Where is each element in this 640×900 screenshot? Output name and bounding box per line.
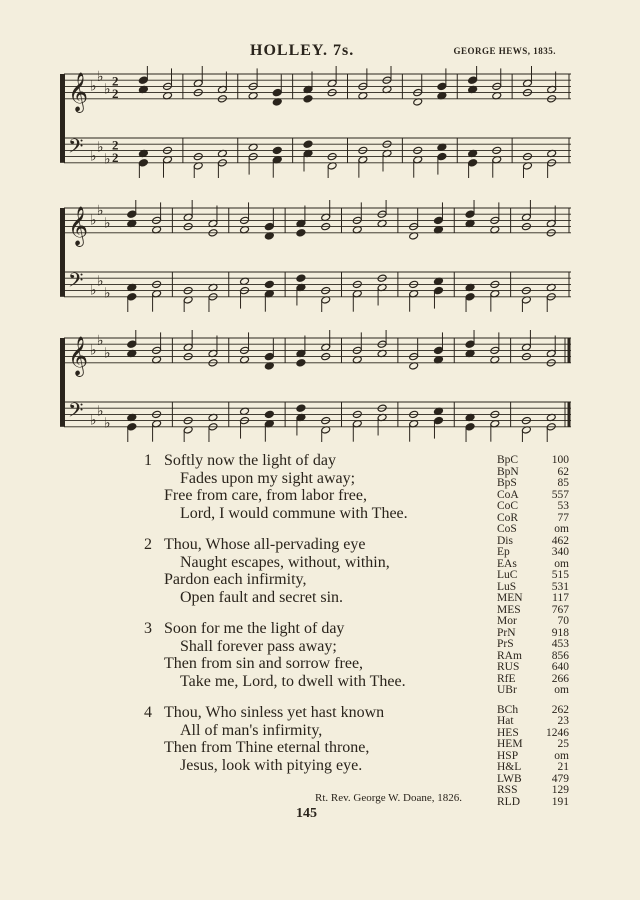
tune-ref-number: 531: [551, 580, 569, 593]
note-head: [127, 423, 137, 431]
tune-ref-code: BpC: [497, 454, 519, 466]
tune-ref-row: [497, 685, 569, 697]
tune-ref-code: Mor: [497, 615, 517, 627]
treble-clef: 𝄞: [68, 205, 89, 246]
flat-sign: ♭: [97, 139, 104, 156]
note-head: [434, 216, 444, 224]
note-head: [296, 274, 306, 282]
verse-text: Lord, I would commune with Thee.: [180, 504, 408, 522]
note-head: [437, 82, 447, 90]
tune-ref-row: [497, 785, 569, 797]
note-head: [468, 159, 478, 167]
tune-ref-row: [497, 570, 569, 582]
tune-ref-number: 266: [551, 672, 569, 685]
tune-ref-code: CoA: [497, 488, 519, 501]
tune-ref-number: 557: [551, 488, 569, 501]
tune-ref-number: 85: [557, 477, 569, 489]
verse-line: [140, 655, 480, 673]
verse-line: [140, 452, 480, 470]
tune-ref-code: LuC: [497, 569, 518, 581]
tune-ref-number: 53: [557, 500, 569, 512]
tune-ref-row: [497, 455, 569, 467]
author-credit: Rt. Rev. George W. Doane, 1826.: [315, 792, 462, 804]
verse-line: [140, 739, 480, 757]
tune-ref-code: RAm: [497, 649, 522, 662]
tune-ref-code: BpS: [497, 477, 517, 489]
tune-ref-code: CoR: [497, 511, 519, 524]
tune-ref-code: MES: [497, 603, 521, 616]
verse-text: Then from Thine eternal throne,: [164, 739, 370, 756]
tune-ref-row: [497, 716, 569, 728]
verse-text: Softly now the light of day: [164, 452, 336, 469]
music-system-1: [60, 66, 575, 178]
tune-ref-number: 21: [557, 761, 569, 773]
tune-ref-number: 453: [551, 638, 569, 650]
tune-refs-group-a: [497, 455, 569, 697]
flat-sign: ♭: [90, 282, 97, 299]
verse-line: [140, 620, 480, 638]
verse-line: [140, 571, 480, 589]
verse-number: 3: [144, 620, 152, 637]
system-bracket: [60, 338, 65, 427]
verse-text: Then from sin and sorrow free,: [164, 655, 364, 672]
tune-ref-code: PrN: [497, 626, 516, 639]
verse-1: [140, 452, 480, 522]
flat-sign: ♭: [97, 203, 104, 220]
verse-3: [140, 620, 480, 690]
tune-ref-number: 191: [551, 795, 569, 808]
time-signature-digit: 2: [112, 137, 119, 153]
tune-ref-number: 462: [551, 534, 569, 547]
tune-ref-number: 1246: [546, 726, 569, 739]
tune-ref-code: RfE: [497, 672, 516, 685]
tune-ref-code: CoS: [497, 523, 517, 535]
tune-ref-number: 767: [551, 603, 569, 616]
time-signature-digit: 2: [112, 73, 119, 89]
tune-ref-code: BpN: [497, 465, 519, 478]
flat-sign: ♭: [90, 212, 97, 229]
verse-number: 4: [144, 704, 152, 721]
flat-sign: ♭: [90, 78, 97, 95]
tune-reference-list: [497, 455, 569, 808]
tune-ref-code: Hat: [497, 715, 514, 727]
verse-text: Free from care, from labor free,: [164, 487, 367, 504]
tune-ref-row: [497, 639, 569, 651]
tune-ref-code: LWB: [497, 772, 522, 785]
tune-ref-row: [497, 478, 569, 490]
verse-text: Take me, Lord, to dwell with Thee.: [180, 672, 406, 690]
tune-ref-number: 62: [557, 465, 569, 478]
hymn-title: HOLLEY. 7s.: [250, 42, 355, 59]
tune-ref-code: EAs: [497, 557, 517, 570]
flat-sign: ♭: [104, 345, 111, 362]
flat-sign: ♭: [97, 69, 104, 86]
music-notation: [60, 200, 575, 312]
note-head: [434, 286, 444, 294]
tune-ref-row: [497, 616, 569, 628]
tune-ref-number: 515: [551, 569, 569, 581]
flat-sign: ♭: [104, 215, 111, 232]
tune-ref-row: [497, 547, 569, 559]
note-head: [465, 210, 475, 218]
tune-ref-code: HES: [497, 726, 519, 739]
treble-clef: 𝄞: [68, 335, 89, 376]
verse-text: Open fault and secret sin.: [180, 588, 344, 606]
tune-ref-row: [497, 501, 569, 513]
note-head: [465, 423, 475, 431]
hymn-header: [0, 42, 640, 62]
verse-line: [140, 589, 480, 607]
tune-ref-code: RSS: [497, 784, 518, 796]
tune-ref-code: MEN: [497, 592, 523, 604]
hymn-verses: [140, 452, 480, 788]
system-bracket: [60, 74, 65, 163]
tune-ref-number: 100: [551, 454, 569, 466]
tune-ref-code: PrS: [497, 638, 514, 650]
tune-ref-row: [497, 797, 569, 809]
verse-line: [140, 638, 480, 656]
note-head: [264, 410, 274, 418]
note-head: [465, 340, 475, 348]
note-head: [127, 210, 137, 218]
tune-ref-code: Dis: [497, 534, 513, 547]
time-signature-digit: 2: [112, 149, 119, 165]
verse-text: All of man's infirmity,: [180, 721, 323, 739]
tune-ref-number: 262: [551, 703, 569, 716]
verse-4: [140, 704, 480, 774]
note-head: [437, 152, 447, 160]
flat-sign: ♭: [97, 333, 104, 350]
tune-ref-code: CoC: [497, 500, 519, 512]
system-bracket: [60, 208, 65, 297]
tune-ref-number: 77: [557, 511, 569, 524]
verse-text: Shall forever pass away;: [180, 637, 337, 655]
note-head: [434, 346, 444, 354]
flat-sign: ♭: [97, 403, 104, 420]
music-notation: [60, 66, 575, 178]
tune-ref-number: 479: [551, 772, 569, 785]
page-number: 145: [296, 806, 317, 821]
verse-text: Jesus, look with pitying eye.: [180, 756, 363, 774]
tune-ref-code: Ep: [497, 546, 510, 558]
tune-ref-number: 117: [552, 592, 569, 604]
tune-ref-number: 640: [551, 661, 569, 673]
note-head: [272, 146, 282, 154]
tune-ref-number: 340: [551, 546, 569, 558]
tune-ref-code: H&L: [497, 761, 522, 773]
tune-ref-code: HSP: [497, 749, 519, 762]
note-head: [264, 222, 274, 230]
verse-line: [140, 554, 480, 572]
verse-line: [140, 722, 480, 740]
flat-sign: ♭: [90, 148, 97, 165]
note-head: [272, 88, 282, 96]
tune-ref-number: 856: [551, 649, 569, 662]
flat-sign: ♭: [97, 273, 104, 290]
note-head: [303, 95, 313, 103]
verse-line: [140, 536, 480, 554]
verse-text: Fades upon my sight away;: [180, 469, 356, 487]
verse-number: 1: [144, 452, 152, 469]
tune-ref-code: BCh: [497, 703, 519, 716]
tune-ref-number: om: [554, 749, 569, 762]
bass-clef: 𝄢: [68, 398, 84, 427]
note-head: [465, 293, 475, 301]
tune-ref-number: 129: [551, 784, 569, 796]
tune-ref-code: LuS: [497, 580, 517, 593]
tune-ref-code: UBr: [497, 684, 517, 696]
tune-ref-number: 23: [557, 715, 569, 727]
bass-clef: 𝄢: [68, 134, 84, 163]
note-head: [127, 340, 137, 348]
verse-text: Naught escapes, without, within,: [180, 553, 390, 571]
verse-text: Thou, Whose all-pervading eye: [164, 536, 366, 553]
note-head: [303, 140, 313, 148]
tune-ref-code: RLD: [497, 795, 520, 808]
music-system-2: [60, 200, 575, 312]
note-head: [138, 159, 148, 167]
flat-sign: ♭: [104, 151, 111, 168]
verse-text: Thou, Who sinless yet hast known: [164, 704, 385, 721]
tune-ref-number: om: [554, 523, 569, 535]
flat-sign: ♭: [104, 285, 111, 302]
tune-refs-group-b: [497, 705, 569, 809]
note-head: [296, 404, 306, 412]
flat-sign: ♭: [90, 412, 97, 429]
tune-ref-number: 70: [557, 615, 569, 627]
verse-line: [140, 505, 480, 523]
note-head: [127, 293, 137, 301]
tune-ref-code: RUS: [497, 661, 520, 673]
note-head: [264, 280, 274, 288]
note-head: [296, 359, 306, 367]
composer-credit: GEORGE HEWS, 1835.: [453, 46, 556, 56]
verse-line: [140, 470, 480, 488]
treble-clef: 𝄞: [68, 71, 89, 112]
verse-number: 2: [144, 536, 152, 553]
tune-ref-row: [497, 593, 569, 605]
tune-ref-row: [497, 662, 569, 674]
note-head: [434, 416, 444, 424]
note-head: [138, 76, 148, 84]
verse-text: Pardon each infirmity,: [164, 571, 307, 588]
tune-ref-row: [497, 524, 569, 536]
note-head: [296, 229, 306, 237]
music-system-3: [60, 330, 575, 442]
tune-ref-code: HEM: [497, 738, 523, 750]
verse-line: [140, 487, 480, 505]
time-signature-digit: 2: [112, 85, 119, 101]
music-notation: [60, 330, 575, 442]
tune-ref-number: om: [554, 684, 569, 696]
verse-2: [140, 536, 480, 606]
flat-sign: ♭: [90, 342, 97, 359]
note-head: [468, 76, 478, 84]
flat-sign: ♭: [104, 81, 111, 98]
tune-ref-number: om: [554, 557, 569, 570]
tune-ref-number: 25: [557, 738, 569, 750]
verse-line: [140, 757, 480, 775]
tune-ref-row: [497, 762, 569, 774]
verse-text: Soon for me the light of day: [164, 620, 345, 637]
bass-clef: 𝄢: [68, 268, 84, 297]
tune-ref-number: 918: [551, 626, 569, 639]
note-head: [264, 352, 274, 360]
verse-line: [140, 673, 480, 691]
verse-line: [140, 704, 480, 722]
tune-ref-row: [497, 739, 569, 751]
flat-sign: ♭: [104, 415, 111, 432]
